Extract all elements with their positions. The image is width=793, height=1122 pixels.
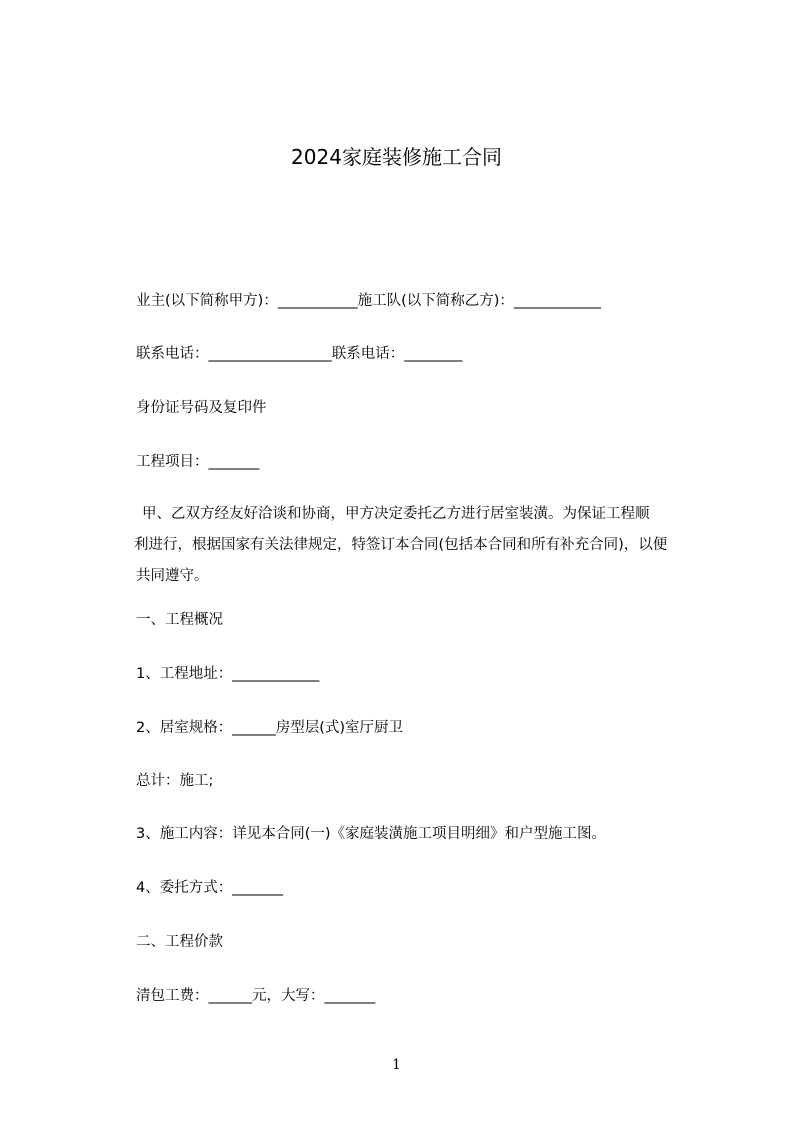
id-copy-line: 身份证号码及复印件	[136, 400, 267, 416]
item-2-line: 2、居室规格：______房型层(式)室厅厨卫	[136, 720, 404, 736]
item-3-line: 3、施工内容：详见本合同(一)《家庭装潢施工项目明细》和户型施工图。	[136, 826, 607, 842]
intro-paragraph	[134, 499, 668, 592]
page-number: 1	[392, 1057, 401, 1073]
total-line: 总计：施工;	[136, 773, 214, 789]
item-4-line: 4、委托方式：_______	[136, 880, 283, 896]
document-title: 2024家庭装修施工合同	[291, 145, 502, 169]
section-1-heading: 一、工程概况	[136, 612, 223, 628]
item-1-line: 1、工程地址：____________	[136, 666, 320, 682]
intro-line-2: 利进行，根据国家有关法律规定，特签订本合同(包括本合同和所有补充合同)，以便	[134, 537, 668, 553]
project-line: 工程项目：_______	[136, 454, 260, 470]
phones-line: 联系电话：_________________联系电话：________	[136, 346, 463, 362]
intro-line-3: 共同遵守。	[136, 568, 209, 584]
section-2-heading: 二、工程价款	[136, 934, 223, 950]
fee-line: 清包工费：______元，大写：_______	[136, 988, 376, 1004]
parties-line: 业主(以下简称甲方)：___________施工队(以下简称乙方)：____________	[136, 293, 601, 309]
intro-line-1: 甲、乙双方经友好洽谈和协商，甲方决定委托乙方进行居室装潢。为保证工程顺	[142, 506, 650, 522]
